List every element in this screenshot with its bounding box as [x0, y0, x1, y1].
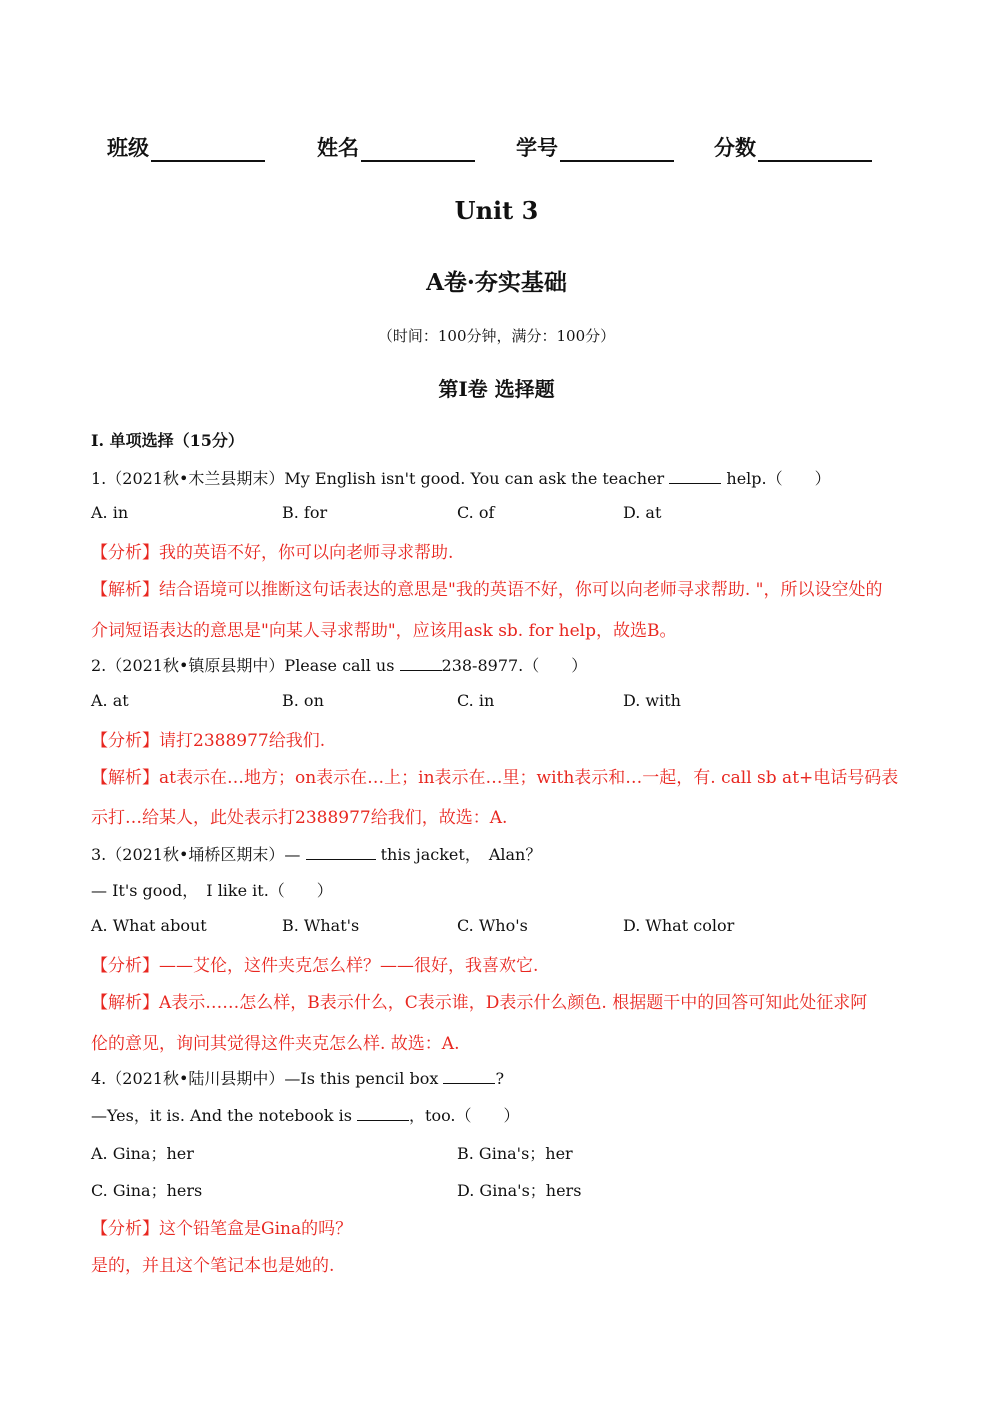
question-2-analysis: 【分析】请打2388977给我们.	[91, 731, 326, 751]
class-field	[107, 132, 265, 162]
question-1-option-b: B. for	[282, 503, 328, 522]
question-1-stem: 1.（2021秋•木兰县期末）My English isn't good. You can ask the teacher help.（ ）	[91, 469, 831, 488]
question-2-option-d: D. with	[623, 691, 681, 710]
exam-info: （时间：100分钟，满分：100分）	[377, 327, 616, 345]
question-1-explanation-line-2: 介词短语表达的意思是"向某人寻求帮助"，应该用ask sb. for help，故选B。	[91, 621, 677, 641]
question-4-option-a: A. Gina；her	[91, 1144, 194, 1163]
question-2-option-b: B. on	[282, 691, 324, 710]
question-4-option-d: D. Gina's；hers	[457, 1181, 582, 1200]
question-3-explanation-line-2: 伦的意见，询问其觉得这件夹克怎么样. 故选：A.	[91, 1034, 460, 1054]
section-title: I. 单项选择（15分）	[91, 431, 244, 450]
student-id-label: 学号	[516, 135, 558, 160]
name-blank	[361, 138, 475, 162]
question-4-blank-1	[443, 1069, 495, 1084]
question-4-analysis: 【分析】这个铅笔盒是Gina的吗？	[91, 1219, 353, 1239]
question-3-option-d: D. What color	[623, 916, 735, 935]
question-4-stem-line-2: —Yes，it is. And the notebook is ，too.（ ）	[91, 1106, 520, 1125]
question-3-stem-line-2: — It's good， I like it.（ ）	[91, 881, 333, 900]
question-1-option-d: D. at	[623, 503, 662, 522]
question-2-stem: 2.（2021秋•镇原县期中）Please call us 238-8977.（ ）	[91, 656, 588, 675]
question-3-option-a: A. What about	[91, 916, 207, 935]
part-title: 第I卷 选择题	[438, 377, 555, 401]
name-label: 姓名	[317, 135, 359, 160]
question-3-option-c: C. Who's	[457, 916, 528, 935]
question-3-stem: 3.（2021秋•埇桥区期末）— this jacket， Alan？	[91, 845, 542, 864]
question-1-option-a: A. in	[91, 503, 129, 522]
question-1-analysis: 【分析】我的英语不好，你可以向老师寻求帮助.	[91, 543, 454, 563]
question-2-explanation-line-1: 【解析】at表示在…地方；on表示在…上；in表示在…里；with表示和…一起，有. call sb at+电话号码表	[91, 768, 899, 788]
page-subtitle: A卷·夯实基础	[426, 269, 567, 296]
question-4-stem: 4.（2021秋•陆川县期中）—Is this pencil box ?	[91, 1069, 505, 1088]
question-3-explanation-line-1: 【解析】A表示……怎么样，B表示什么，C表示谁，D表示什么颜色. 根据题干中的回答可知此处征求阿	[91, 993, 868, 1013]
class-label: 班级	[107, 135, 149, 160]
question-3-blank	[306, 845, 376, 860]
question-2-option-a: A. at	[91, 691, 129, 710]
class-blank	[151, 138, 265, 162]
question-1-explanation-line-1: 【解析】结合语境可以推断这句话表达的意思是"我的英语不好，你可以向老师寻求帮助. "，所以设空处的	[91, 580, 883, 600]
question-4-analysis-line-2: 是的，并且这个笔记本也是她的.	[91, 1256, 335, 1276]
student-id-blank	[560, 138, 674, 162]
score-label: 分数	[714, 135, 756, 160]
question-3-option-b: B. What's	[282, 916, 360, 935]
student-id-field	[516, 132, 674, 162]
question-2-option-c: C. in	[457, 691, 495, 710]
question-1-option-c: C. of	[457, 503, 495, 522]
question-4-option-b: B. Gina's；her	[457, 1144, 573, 1163]
question-4-option-c: C. Gina；hers	[91, 1181, 203, 1200]
page-title: Unit 3	[454, 196, 539, 225]
question-3-analysis: 【分析】——艾伦，这件夹克怎么样？——很好，我喜欢它.	[91, 956, 539, 976]
question-2-explanation-line-2: 示打…给某人，此处表示打2388977给我们，故选：A.	[91, 808, 508, 828]
question-4-blank-2	[357, 1106, 409, 1121]
score-field	[714, 132, 872, 162]
name-field	[317, 132, 475, 162]
score-blank	[758, 138, 872, 162]
question-2-blank	[400, 656, 442, 671]
question-1-blank	[669, 469, 721, 484]
